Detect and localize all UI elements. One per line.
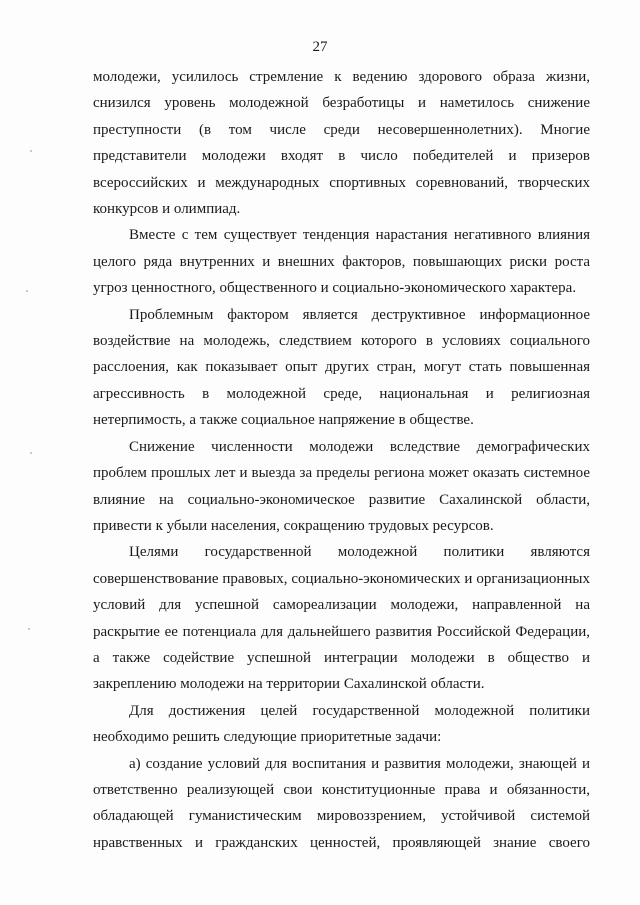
paragraph-7 [93, 751, 590, 857]
text-line: целого ряда внутренних и внешних факторов, повышающих риски роста [93, 253, 590, 270]
text-line: Проблемным фактором является деструктивное информационное [129, 306, 590, 323]
paragraph-4 [93, 434, 590, 540]
text-line: агрессивность в молодежной среде, национальная и религиозная [93, 385, 590, 402]
text-line: а) создание условий для воспитания и развития молодежи, знающей и [129, 755, 590, 772]
text-line: снизился уровень молодежной безработицы и наметилось снижение [93, 95, 590, 112]
text-line: угроз ценностного, общественного и социально-экономического характера. [93, 280, 577, 297]
text-line: Вместе с тем существует тенденция нарастания негативного влияния [129, 227, 590, 244]
text-line: проблем прошлых лет и выезда за пределы региона может оказать системное [93, 465, 590, 482]
text-line: всероссийских и международных спортивных соревнований, творческих [93, 174, 590, 191]
text-line: Снижение численности молодежи вследствие демографических [129, 438, 590, 455]
text-line: обладающей гуманистическим мировоззрением, устойчивой системой [93, 808, 590, 825]
text-line: молодежи, усилилось стремление к ведению здорового образа жизни, [93, 69, 590, 85]
paragraph-6 [93, 698, 590, 751]
text-line: Для достижения целей государственной молодежной политики [129, 702, 590, 719]
text-line: представители молодежи входят в число победителей и призеров [93, 148, 590, 165]
text-line: расслоения, как показывает опыт других стран, могут стать повышенная [93, 359, 590, 376]
text-line: конкурсов и олимпиад. [93, 201, 241, 218]
text-line: раскрытие ее потенциала для дальнейшего развития Российской Федерации, [93, 623, 590, 640]
scan-speck [30, 150, 32, 152]
scan-speck [30, 452, 32, 454]
text-line: Целями государственной молодежной политики являются [129, 544, 590, 561]
scan-speck [26, 290, 28, 292]
body-text [93, 64, 590, 856]
text-line: а также содействие успешной интеграции молодежи в общество и [93, 649, 590, 666]
text-line: необходимо решить следующие приоритетные задачи: [93, 729, 442, 746]
paragraph-5 [93, 539, 590, 697]
paragraph-2 [93, 222, 590, 301]
paragraph-1 [93, 64, 590, 222]
text-line: ответственно реализующей свои конституционные права и обязанности, [93, 781, 590, 798]
text-line: влияние на социально-экономическое развитие Сахалинской области, [93, 491, 590, 508]
text-line: нравственных и гражданских ценностей, проявляющей знание своего [93, 834, 590, 851]
text-line: воздействие на молодежь, следствием которого в условиях социального [93, 333, 590, 350]
text-line: преступности (в том числе среди несовершеннолетних). Многие [93, 121, 590, 138]
text-line: совершенствование правовых, социально-экономических и организационных [93, 570, 590, 587]
text-line: нетерпимость, а также социальное напряжение в обществе. [93, 412, 474, 429]
paragraph-3 [93, 302, 590, 434]
text-line: привести к убыли населения, сокращению трудовых ресурсов. [93, 517, 494, 534]
scan-speck [28, 628, 30, 630]
text-line: условий для успешной самореализации молодежи, направленной на [93, 597, 590, 614]
page-number: 27 [312, 39, 328, 55]
text-line: закреплению молодежи на территории Сахалинской области. [93, 676, 485, 693]
